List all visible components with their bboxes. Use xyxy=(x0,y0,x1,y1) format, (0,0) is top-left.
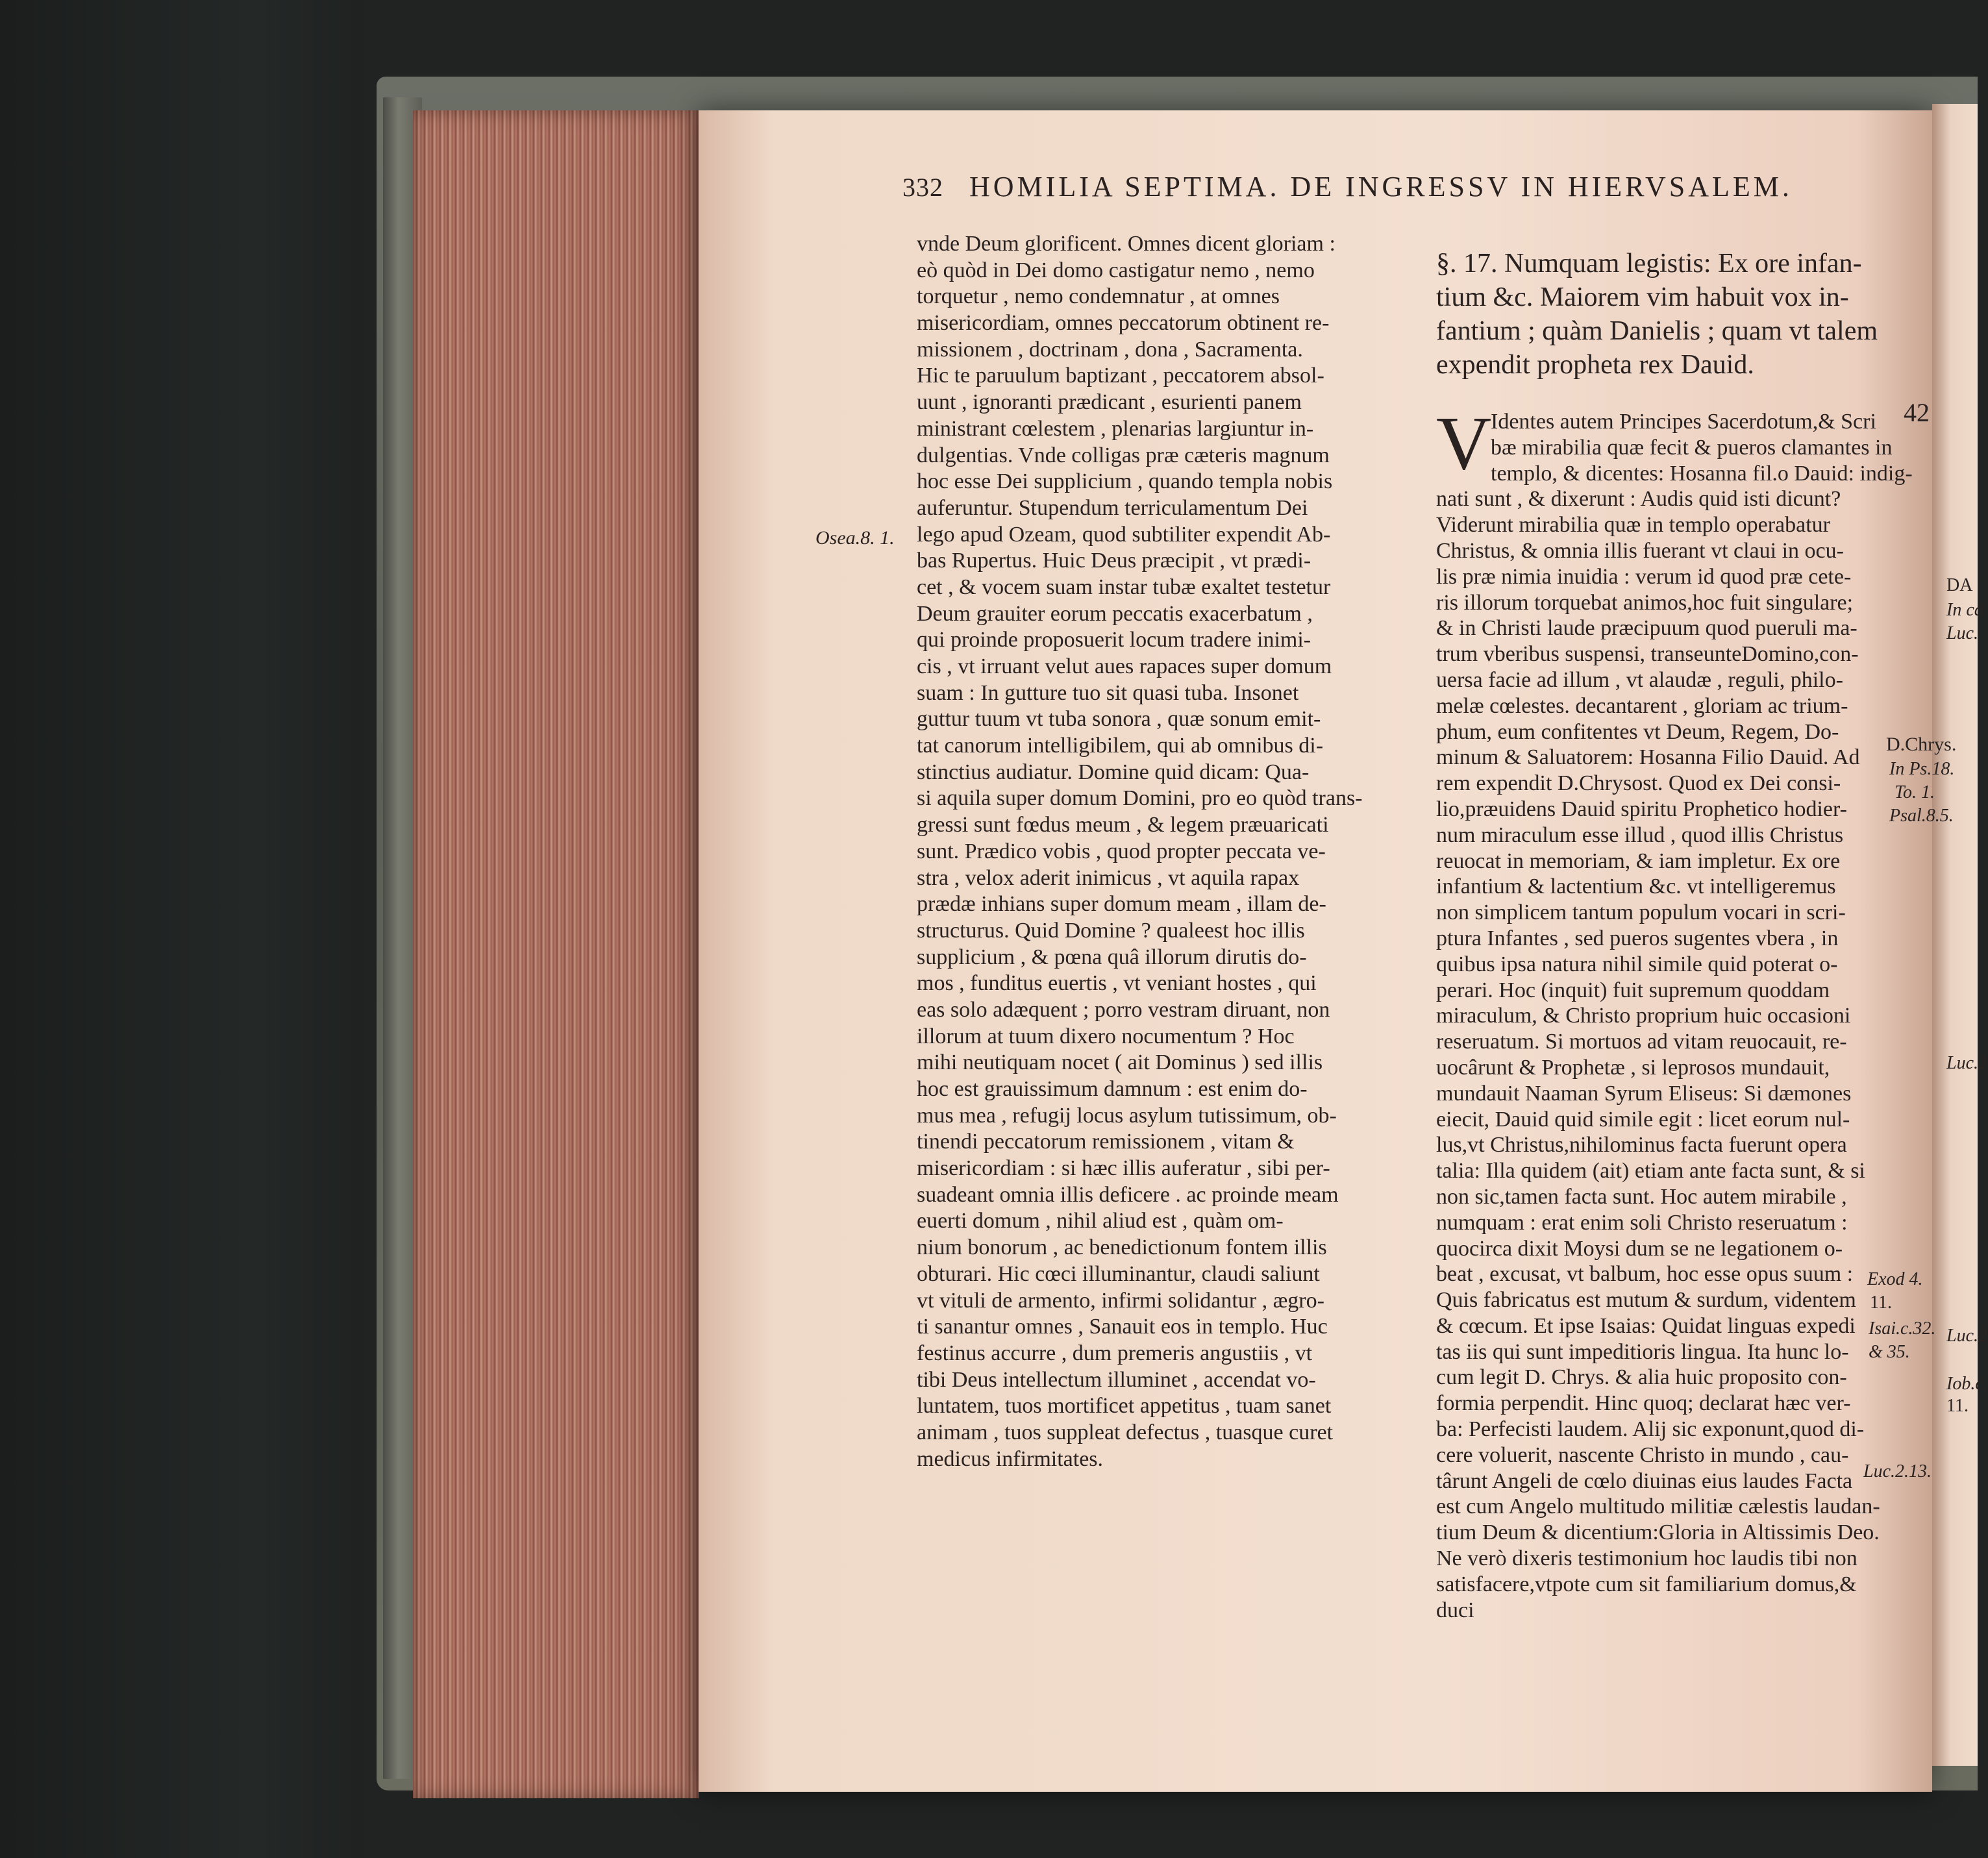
text-line: euerti domum , nihil aliud est , quàm om- xyxy=(917,1209,1284,1233)
text-line: lus,vt Christus,nihilominus facta fuerunt opera xyxy=(1436,1133,1847,1158)
facing-page-fragment: Iob.c. xyxy=(1946,1374,1988,1394)
text-line: qui proinde proposuerit locum tradere inimi- xyxy=(917,628,1311,652)
text-line: templo, & dicentes: Hosanna fil.o Dauid: indig- xyxy=(1491,461,1913,486)
page-title: HOMILIA SEPTIMA. DE INGRESSV IN HIERVSALEM. xyxy=(969,171,1793,203)
text-line: prædæ inhians super domum meam , illam de- xyxy=(917,892,1326,917)
text-line: tas iis qui sunt impeditioris lingua. Ita hunc lo- xyxy=(1436,1339,1849,1364)
text-line: ris illorum torquebat animos,hoc fuit singulare; xyxy=(1436,590,1854,615)
text-line: Deum grauiter eorum peccatis exacerbatum , xyxy=(917,601,1313,626)
margin-note-osea: Osea.8. 1. xyxy=(815,527,895,549)
text-line: hoc esse Dei supplicium , quando templa nobis xyxy=(917,469,1333,494)
text-line: quibus ipsa natura nihil simile quid poterat o- xyxy=(1436,952,1838,976)
text-line: hoc est grauissimum damnum : est enim do- xyxy=(917,1077,1308,1101)
text-line: cet , & vocem suam instar tubæ exaltet testetur xyxy=(917,575,1331,599)
text-line: dulgentias. Vnde colligas præ cæteris magnum xyxy=(917,443,1330,467)
text-line: cere voluerit, nascente Christo in mundo , cau- xyxy=(1436,1443,1849,1467)
section-heading-line: tium &c. Maiorem vim habuit vox in- xyxy=(1436,282,1849,312)
text-line: num miraculum esse illud , quod illis Christus xyxy=(1436,823,1844,847)
text-line: reuocat in memoriam, & iam impletur. Ex ore xyxy=(1436,848,1841,873)
text-line: Christus, & omnia illis fuerant vt claui in ocu- xyxy=(1436,538,1844,563)
text-line: est cum Angelo multitudo militiæ cælestis laudan- xyxy=(1436,1494,1880,1519)
margin-number-42: 42 xyxy=(1904,398,1930,427)
text-line: luntatem, tuos mortificet appetitus , tuam sanet xyxy=(917,1394,1332,1418)
text-line: mihi neutiquam nocet ( ait Dominus ) sed illis xyxy=(917,1050,1323,1075)
text-line: misericordiam, omnes peccatorum obtinent re- xyxy=(917,311,1330,336)
text-line: tat canorum intelligibilem, qui ab omnibus di- xyxy=(917,734,1324,758)
text-line: animam , tuos suppleat defectus , tuasque curet xyxy=(917,1420,1334,1444)
text-line: minum & Saluatorem: Hosanna Filio Dauid. Ad xyxy=(1436,745,1860,770)
text-line: Viderunt mirabilia quæ in templo operabatur xyxy=(1436,513,1830,538)
text-line: & in Christi laude præcipuum quod pueruli ma- xyxy=(1436,616,1858,641)
text-line: reseruatum. Si mortuos ad vitam reuocauit, re- xyxy=(1436,1030,1847,1054)
text-line: misericordiam : si hæc illis auferatur , sibi per- xyxy=(917,1156,1330,1181)
text-line: mus mea , refugij locus asylum tutissimum, ob- xyxy=(917,1103,1337,1128)
text-line: phum, eum confitentes vt Deum, Regem, Do- xyxy=(1436,719,1839,744)
text-line: eiecit, Dauid quid simile egit : licet eorum nul- xyxy=(1436,1107,1850,1132)
text-line: auferuntur. Stupendum terriculamentum Dei xyxy=(917,495,1308,520)
page-number: 332 xyxy=(902,173,943,202)
text-line: duci xyxy=(1436,1598,1474,1622)
section-heading-line: expendit propheta rex Dauid. xyxy=(1436,350,1754,380)
text-line: trum vberibus suspensi, transeunteDomino,con- xyxy=(1436,642,1859,667)
text-line: târunt Angeli de cœlo diuinas eius laudes Facta xyxy=(1436,1468,1853,1493)
facing-page-fragment: In ca xyxy=(1946,600,1983,620)
text-line: bæ mirabilia quæ fecit & pueros clamantes in xyxy=(1491,435,1893,460)
text-line: uunt , ignoranti prædicant , esurienti panem xyxy=(917,390,1302,415)
text-line: lis præ nimia inuidia : verum id quod præ cete- xyxy=(1436,564,1852,589)
text-line: sunt. Prædico vobis , quod propter peccata ve- xyxy=(917,839,1326,863)
text-line: uocârunt & Prophetæ , si leprosos mundauit, xyxy=(1436,1055,1830,1080)
drop-cap: V xyxy=(1436,401,1492,486)
text-line: vt vituli de armento, infirmi solidantur , ægro- xyxy=(917,1288,1324,1313)
facing-page-fragment: Luc.2 xyxy=(1946,1053,1987,1073)
text-line: rem expendit D.Chrysost. Quod ex Dei consi- xyxy=(1436,771,1841,796)
text-line: tium Deum & dicentium:Gloria in Altissimis Deo. xyxy=(1436,1520,1880,1545)
text-line: lego apud Ozeam, quod subtiliter expendit Ab- xyxy=(917,522,1331,547)
dark-background xyxy=(0,0,364,1858)
text-line: mundauit Naaman Syrum Eliseus: Si dæmones xyxy=(1436,1081,1852,1106)
text-line: tibi Deus intellectum illuminet , accendat vo- xyxy=(917,1367,1316,1392)
running-head xyxy=(902,170,1793,216)
facing-page-strip xyxy=(1932,104,1978,1766)
facing-page-fragment: DA xyxy=(1946,575,1973,595)
text-line: tinendi peccatorum remissionem , vitam & xyxy=(917,1130,1295,1154)
facing-page-fragment: Luc.2 xyxy=(1946,1326,1987,1346)
text-line: uersa facie ad illum , vt alaudæ , reguli, philo- xyxy=(1436,667,1843,692)
text-line: ti sanantur omnes , Sanauit eos in templo. Huc xyxy=(917,1315,1328,1339)
text-line: torquetur , nemo condemnatur , at omnes xyxy=(917,284,1280,309)
text-line: infantium & lactentium &c. vt intelligeremus xyxy=(1436,874,1836,899)
text-line: bas Rupertus. Huic Deus præcipit , vt prædi- xyxy=(917,549,1311,573)
text-line: suam : In gutture tuo sit quasi tuba. Insonet xyxy=(917,680,1299,705)
text-line: Ne verò dixeris testimonium hoc laudis tibi non xyxy=(1436,1546,1858,1571)
margin-note-to: To. 1. xyxy=(1895,782,1935,802)
text-line: missionem , doctrinam , dona , Sacramenta. xyxy=(917,337,1303,362)
text-line: suadeant omnia illis deficere . ac proinde meam xyxy=(917,1182,1339,1207)
text-line: stinctius audiatur. Domine quid dicam: Qua- xyxy=(917,760,1310,784)
text-line: nium bonorum , ac benedictionum fontem illis xyxy=(917,1235,1327,1260)
text-line: beat , excusat, vt balbum, hoc esse opus suum : xyxy=(1436,1262,1854,1287)
text-line: festinus accurre , dum premeris angustiis , vt xyxy=(917,1341,1313,1365)
text-line: gressi sunt fœdus meum , & legem præuaricati xyxy=(917,813,1329,837)
page-edges xyxy=(413,110,699,1798)
text-line: formia perpendit. Hinc quoq; declarat hæc ver- xyxy=(1436,1391,1851,1416)
text-line: nati sunt , & dixerunt : Audis quid isti dicunt? xyxy=(1436,487,1841,512)
text-line: medicus infirmitates. xyxy=(917,1446,1104,1471)
text-line: ba: Perfecisti laudem. Alij sic exponunt,quod di- xyxy=(1436,1417,1865,1442)
text-line: structurus. Quid Domine ? qualeest hoc illis xyxy=(917,918,1305,943)
text-line: cis , vt irruant velut aues rapaces super domum xyxy=(917,654,1332,678)
text-line: ptura Infantes , sed pueros sugentes vbera , in xyxy=(1436,926,1839,950)
text-line: perari. Hoc (inquit) fuit supremum quoddam xyxy=(1436,978,1830,1002)
text-line: Quis fabricatus est mutum & surdum, videntem xyxy=(1436,1288,1856,1313)
margin-note-isai: Isai.c.32. xyxy=(1869,1319,1936,1339)
text-line: si aquila super domum Domini, pro eo quòd trans- xyxy=(917,786,1363,811)
margin-note-exod-11: 11. xyxy=(1870,1293,1892,1313)
text-line: non simplicem tantum populum vocari in scri- xyxy=(1436,900,1846,925)
text-line: eò quòd in Dei domo castigatur nemo , nemo xyxy=(917,258,1315,282)
text-line: eas solo adæquent ; porro vestram diruant, non xyxy=(917,997,1330,1022)
text-line: mos , funditus euertis , vt veniant hostes , qui xyxy=(917,971,1317,996)
left-text-column xyxy=(917,231,1371,1471)
margin-note-chrys: D.Chrys. xyxy=(1886,734,1957,755)
text-line: obturari. Hic cœci illuminantur, claudi saliunt xyxy=(917,1261,1320,1286)
facing-page-fragment: 11. xyxy=(1946,1396,1969,1416)
facing-page-fragment: Luc. xyxy=(1946,623,1978,643)
text-line: supplicium , & pœna quâ illorum dirutis do- xyxy=(917,945,1307,969)
margin-note-isai-35: & 35. xyxy=(1869,1342,1910,1362)
text-line: talia: Illa quidem (ait) etiam ante facta sunt, & si xyxy=(1436,1159,1865,1183)
text-line: & cœcum. Et ipse Isaias: Quidat linguas expedi xyxy=(1436,1313,1856,1338)
text-line: vnde Deum glorificent. Omnes dicent gloriam : xyxy=(917,232,1336,256)
section-heading xyxy=(1436,247,1878,382)
text-line: numquam : erat enim soli Christo reseruatum : xyxy=(1436,1210,1848,1235)
section-heading-line: fantium ; quàm Danielis ; quam vt talem xyxy=(1436,316,1878,346)
text-line: quocirca dixit Moysi dum se ne legationem o- xyxy=(1436,1236,1843,1261)
text-line: satisfacere,vtpote cum sit familiarium domus,& xyxy=(1436,1572,1857,1596)
text-line: lio,præuidens Dauid spiritu Prophetico hodier- xyxy=(1436,797,1847,821)
text-line: Hic te paruulum baptizant , peccatorem absol- xyxy=(917,364,1324,388)
text-line: non sic,tamen facta sunt. Hoc autem mirabile , xyxy=(1436,1184,1847,1209)
text-line: illorum at tuum dixero nocumentum ? Hoc xyxy=(917,1024,1295,1048)
margin-note-ps: In Ps.18. xyxy=(1889,759,1955,779)
text-line: stra , velox aderit inimicus , vt aquila rapax xyxy=(917,865,1300,890)
text-line: guttur tuum vt tuba sonora , quæ sonum emit- xyxy=(917,707,1321,732)
text-line: ministrant cœlestem , plenarias largiuntur in- xyxy=(917,416,1314,441)
text-line: melæ cœlestes. decantarent , gloriam ac trium- xyxy=(1436,693,1848,718)
section-heading-line: §. 17. Numquam legistis: Ex ore infan- xyxy=(1436,249,1862,279)
text-line: cum legit D. Chrys. & alia huic proposito con- xyxy=(1436,1365,1847,1390)
text-line: Identes autem Principes Sacerdotum,& Scri xyxy=(1491,410,1876,434)
text-line: miraculum, & Christo proprium huic occasioni xyxy=(1436,1004,1851,1028)
margin-note-luc: Luc.2.13. xyxy=(1863,1461,1932,1481)
margin-note-psal: Psal.8.5. xyxy=(1889,806,1954,826)
margin-note-exod: Exod 4. xyxy=(1867,1269,1923,1289)
